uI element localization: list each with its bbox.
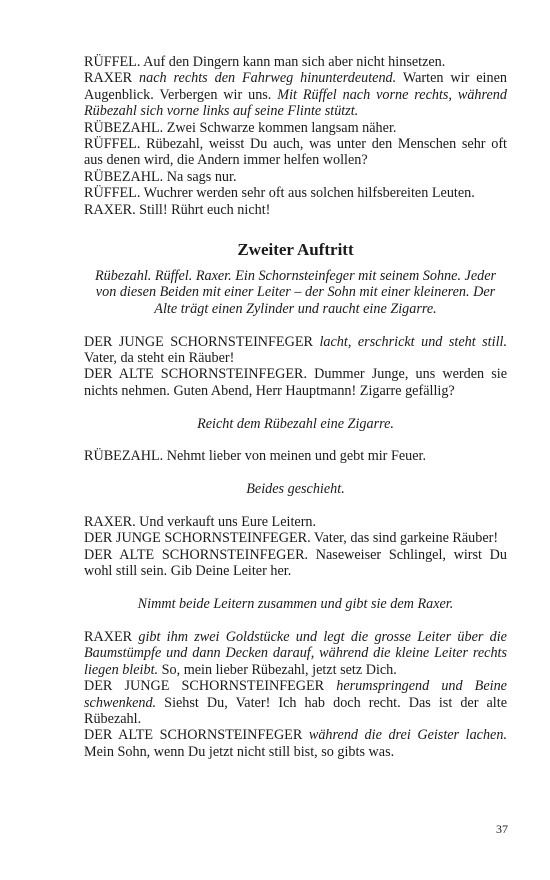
speech-text: RÜBEZAHL. Zwei Schwarze kommen langsam näher. xyxy=(84,119,397,136)
stage-direction-text: Mit Rüffel nach vorne rechts, während Rübezahl sich vorne links auf seine Flinte stützt. xyxy=(84,86,507,120)
dialogue-line xyxy=(84,169,507,185)
dialogue-line xyxy=(84,629,507,678)
dialogue-line xyxy=(84,136,507,169)
dialogue-line xyxy=(84,70,507,119)
dialogue-line xyxy=(84,514,507,530)
stage-direction-3: Nimmt beide Leitern zusammen und gibt sie dem Raxer. xyxy=(137,596,454,613)
speech-text: Siehst Du, Vater! Ich hab doch recht. Das ist der alte Rübezahl. xyxy=(84,694,507,727)
stage-direction-1: Reicht dem Rübezahl eine Zigarre. xyxy=(197,415,394,432)
dialogue-line xyxy=(84,530,507,546)
dialogue-line xyxy=(84,366,507,399)
page-text xyxy=(84,54,507,760)
speech-text: So, mein lieber Rübezahl, jetzt setz Dich. xyxy=(158,661,397,678)
dialogue-block-1 xyxy=(84,54,507,218)
speech-text: DER ALTE SCHORNSTEINFEGER. Naseweiser Schlingel, wirst Du wohl still sein. Gib Deine Leiter her. xyxy=(84,546,507,580)
speech-text: DER ALTE SCHORNSTEINFEGER xyxy=(84,727,309,744)
speech-text: RÜFFEL. Wuchrer werden sehr oft aus solchen hilfsbereiten Leuten. xyxy=(84,185,475,202)
speech-text: DER JUNGE SCHORNSTEINFEGER. Vater, das sind garkeine Räuber! xyxy=(84,530,499,547)
speech-text: RÜFFEL. Rübezahl, weisst Du auch, was unter den Menschen sehr oft aus denen wird, die Andern immer helfen wollen? xyxy=(84,136,507,169)
scene-intro: Rübezahl. Rüffel. Raxer. Ein Schornsteinfeger mit seinem Sohne. Jeder von diesen Beiden mit einer Leiter – der Sohn mit einer kleineren. Der Alte trägt einen Zylinder und raucht eine Zigarre. xyxy=(94,268,497,317)
speech-text: DER JUNGE SCHORNSTEINFEGER xyxy=(84,333,320,350)
speech-text: Mein Sohn, wenn Du jetzt nicht still bist, so gibts was. xyxy=(84,743,395,760)
speech-text: RAXER. Still! Rührt euch nicht! xyxy=(84,201,271,218)
stage-direction-2: Beides geschieht. xyxy=(246,481,345,498)
speech-text: Warten wir einen Augenblick. Verbergen wir uns. xyxy=(84,70,507,103)
stage-direction-text: lacht, erschrickt und steht still. xyxy=(319,333,507,350)
stage-direction-text: während die drei Geister lachen. xyxy=(308,727,507,744)
dialogue-line xyxy=(84,678,507,727)
stage-direction-text: gibt ihm zwei Goldstücke und legt die grosse Leiter über die Baumstümpfe und dann Decken darauf, während die kleine Leiter rechts liegen bleibt. xyxy=(84,628,507,678)
speech-text: RÜBEZAHL. Nehmt lieber von meinen und gebt mir Feuer. xyxy=(84,448,427,465)
speech-text: RAXER. Und verkauft uns Eure Leitern. xyxy=(84,514,317,531)
dialogue-line xyxy=(84,448,507,464)
dialogue-block-4 xyxy=(84,514,507,580)
dialogue-line xyxy=(84,334,507,367)
dialogue-line xyxy=(84,727,507,760)
speech-text: RAXER xyxy=(84,628,139,645)
speech-text: RAXER xyxy=(84,70,140,87)
dialogue-line xyxy=(84,54,507,70)
stage-direction-text: nach rechts den Fahrweg hinunterdeutend. xyxy=(139,70,397,87)
speech-text: RÜFFEL. Auf den Dingern kann man sich aber nicht hinsetzen. xyxy=(84,54,446,70)
dialogue-line xyxy=(84,202,507,218)
speech-text: DER JUNGE SCHORNSTEINFEGER xyxy=(84,678,337,695)
dialogue-block-2 xyxy=(84,334,507,400)
speech-text: DER ALTE SCHORNSTEINFEGER. Dummer Junge, uns werden sie nichts nehmen. Guten Abend, Herr Hauptmann! Zigarre gefällig? xyxy=(84,366,507,399)
dialogue-block-5 xyxy=(84,629,507,760)
dialogue-block-3 xyxy=(84,448,507,464)
dialogue-line xyxy=(84,120,507,136)
stage-direction-text: herumspringend und Beine schwenkend. xyxy=(84,678,507,711)
page-number: 37 xyxy=(496,822,508,836)
speech-text: RÜBEZAHL. Na sags nur. xyxy=(84,168,237,185)
dialogue-line xyxy=(84,547,507,580)
speech-text: Vater, da steht ein Räuber! xyxy=(84,350,235,367)
dialogue-line xyxy=(84,185,507,201)
scene-heading: Zweiter Auftritt xyxy=(237,240,354,260)
